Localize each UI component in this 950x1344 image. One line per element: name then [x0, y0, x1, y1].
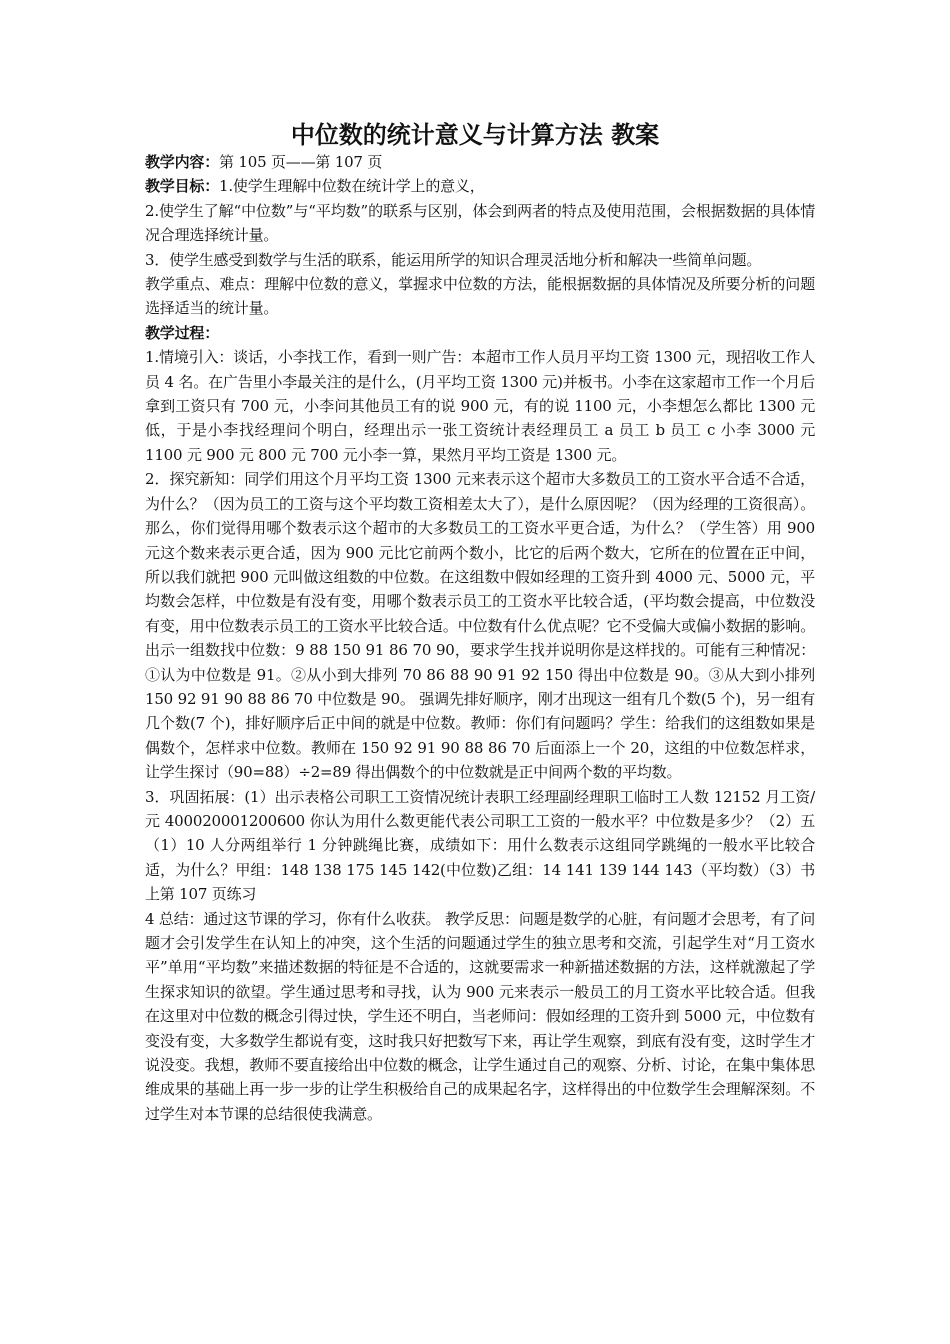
process-step-1: 1.情境引入：谈话，小李找工作，看到一则广告：本超市工作人员月平均工资 1300 元，现招收工作人员 4 名。在广告里小李最关注的是什么，(月平均工资 1300 元)并板书。小李在这家超市工作一个月后拿到工资只有 700 元，小李问其他员工有的说 900 元，有的说 1100 元，小李想怎么都比 1300 元低，于是小李找经理问个明白，经理出示一张工资统计表经理员工 a 员工 b 员工 c 小李 3000 元 1100 元 900 元 800 元 700 元小李一算，果然月平均工资是 1300 元。 — [145, 348, 815, 464]
teaching-content-line — [145, 150, 815, 174]
process-step-4: 4 总结：通过这节课的学习，你有什么收获。 教学反思：问题是数学的心脏，有问题才会思考，有了问题才会引发学生在认知上的冲突，这个生活的问题通过学生的独立思考和交流，引起学生对“月工资水平”单用“平均数”来描述数据的特征是不合适的，这就要需求一种新描述数据的方法，这样就激起了学生探求知识的欲望。学生通过思考和寻找，认为 900 元来表示一般员工的月工资水平比较合适。但我在这里对中位数的概念引得过快，学生还不明白，当老师问：假如经理的工资升到 5000 元，中位数有变没有变，大多数学生都说有变，这时我只好把数写下来，再让学生观察，到底有没有变，这时学生才说没变。我想，教师不要直接给出中位数的概念，让学生通过自己的观察、分析、讨论，在集中集体思维成果的基础上再一步一步的让学生积极给自己的成果起名字，这样得出的中位数学生会理解深刻。不过学生对本节课的总结很使我满意。 — [145, 909, 815, 1123]
teaching-goals-line — [145, 174, 815, 198]
document-title: 中位数的统计意义与计算方法 教案 — [290, 121, 660, 149]
process-step-3: 3．巩固拓展：(1）出示表格公司职工工资情况统计表职工经理副经理职工临时工人数 12152 月工资/元 400020001200600 你认为用什么数更能代表公司职工工资的一般水平？中位数是多少？（2）五（1）10 人分两组举行 1 分钟跳绳比赛，成绩如下：用什么数表示这组同学跳绳的一般水平比较合适，为什么？甲组：148 138 175 145 142(中位数)乙组：14 141 139 144 143（平均数）（3）书上第 107 页练习 — [145, 787, 815, 904]
teaching-process-label: 教学过程： — [145, 323, 220, 342]
teaching-goal-2: 2.使学生了解“中位数”与“平均数”的联系与区别，体会到两者的特点及使用范围，会根据数据的具体情况合理选择统计量。 — [145, 201, 815, 245]
teaching-goal-3: 3．使学生感受到数学与生活的联系，能运用所学的知识合理灵活地分析和解决一些简单问题。 — [145, 250, 762, 269]
teaching-content-value: 第 105 页——第 107 页 — [219, 153, 383, 171]
teaching-content-label: 教学内容： — [145, 153, 220, 171]
process-step-2: 2．探究新知：同学们用这个月平均工资 1300 元来表示这个超市大多数员工的工资水平合适不合适，为什么？（因为员工的工资与这个平均数工资相差太大了），是什么原因呢？（因为经理的工资很高）。那么，你们觉得用哪个数表示这个超市的大多数员工的工资水平更合适，为什么？（学生答）用 900 元这个数来表示更合适，因为 900 元比它前两个数小，比它的后两个数大，它所在的位置在正中间，所以我们就把 900 元叫做这组数的中位数。在这组数中假如经理的工资升到 4000 元、5000 元，平均数会怎样，中位数是有没有变，用哪个数表示员工的工资水平比较合适，(平均数会提高，中位数没有变，用中位数表示员工的工资水平比较合适。中位数有什么优点呢？它不受偏大或偏小数据的影响。出示一组数找中位数：9 88 150 91 86 70 90，要求学生找并说明你是这样找的。可能有三种情况：①认为中位数是 91。②从小到大排列 70 86 88 90 91 92 150 得出中位数是 90。③从大到小排列 150 92 91 90 88 86 70 中位数是 90。 强调先排好顺序，刚才出现这一组有几个数(5 个)，另一组有几个数(7 个)，排好顺序后正中间的就是中位数。教师：你们有问题吗？学生：给我们的这组数如果是偶数个，怎样求中位数。教师在 150 92 91 90 88 86 70 后面添上一个 20，这组的中位数怎样求，让学生探讨（90=88）÷2=89 得出偶数个的中位数就是正中间两个数的平均数。 — [145, 470, 815, 782]
teaching-goals-label: 教学目标： — [145, 177, 220, 196]
teaching-goal-1: 1.使学生理解中位数在统计学上的意义， — [219, 177, 485, 196]
key-points-paragraph: 教学重点、难点：理解中位数的意义，掌握求中位数的方法，能根据数据的具体情况及所要分析的问题选择适当的统计量。 — [145, 275, 815, 318]
document-body — [145, 150, 815, 1126]
